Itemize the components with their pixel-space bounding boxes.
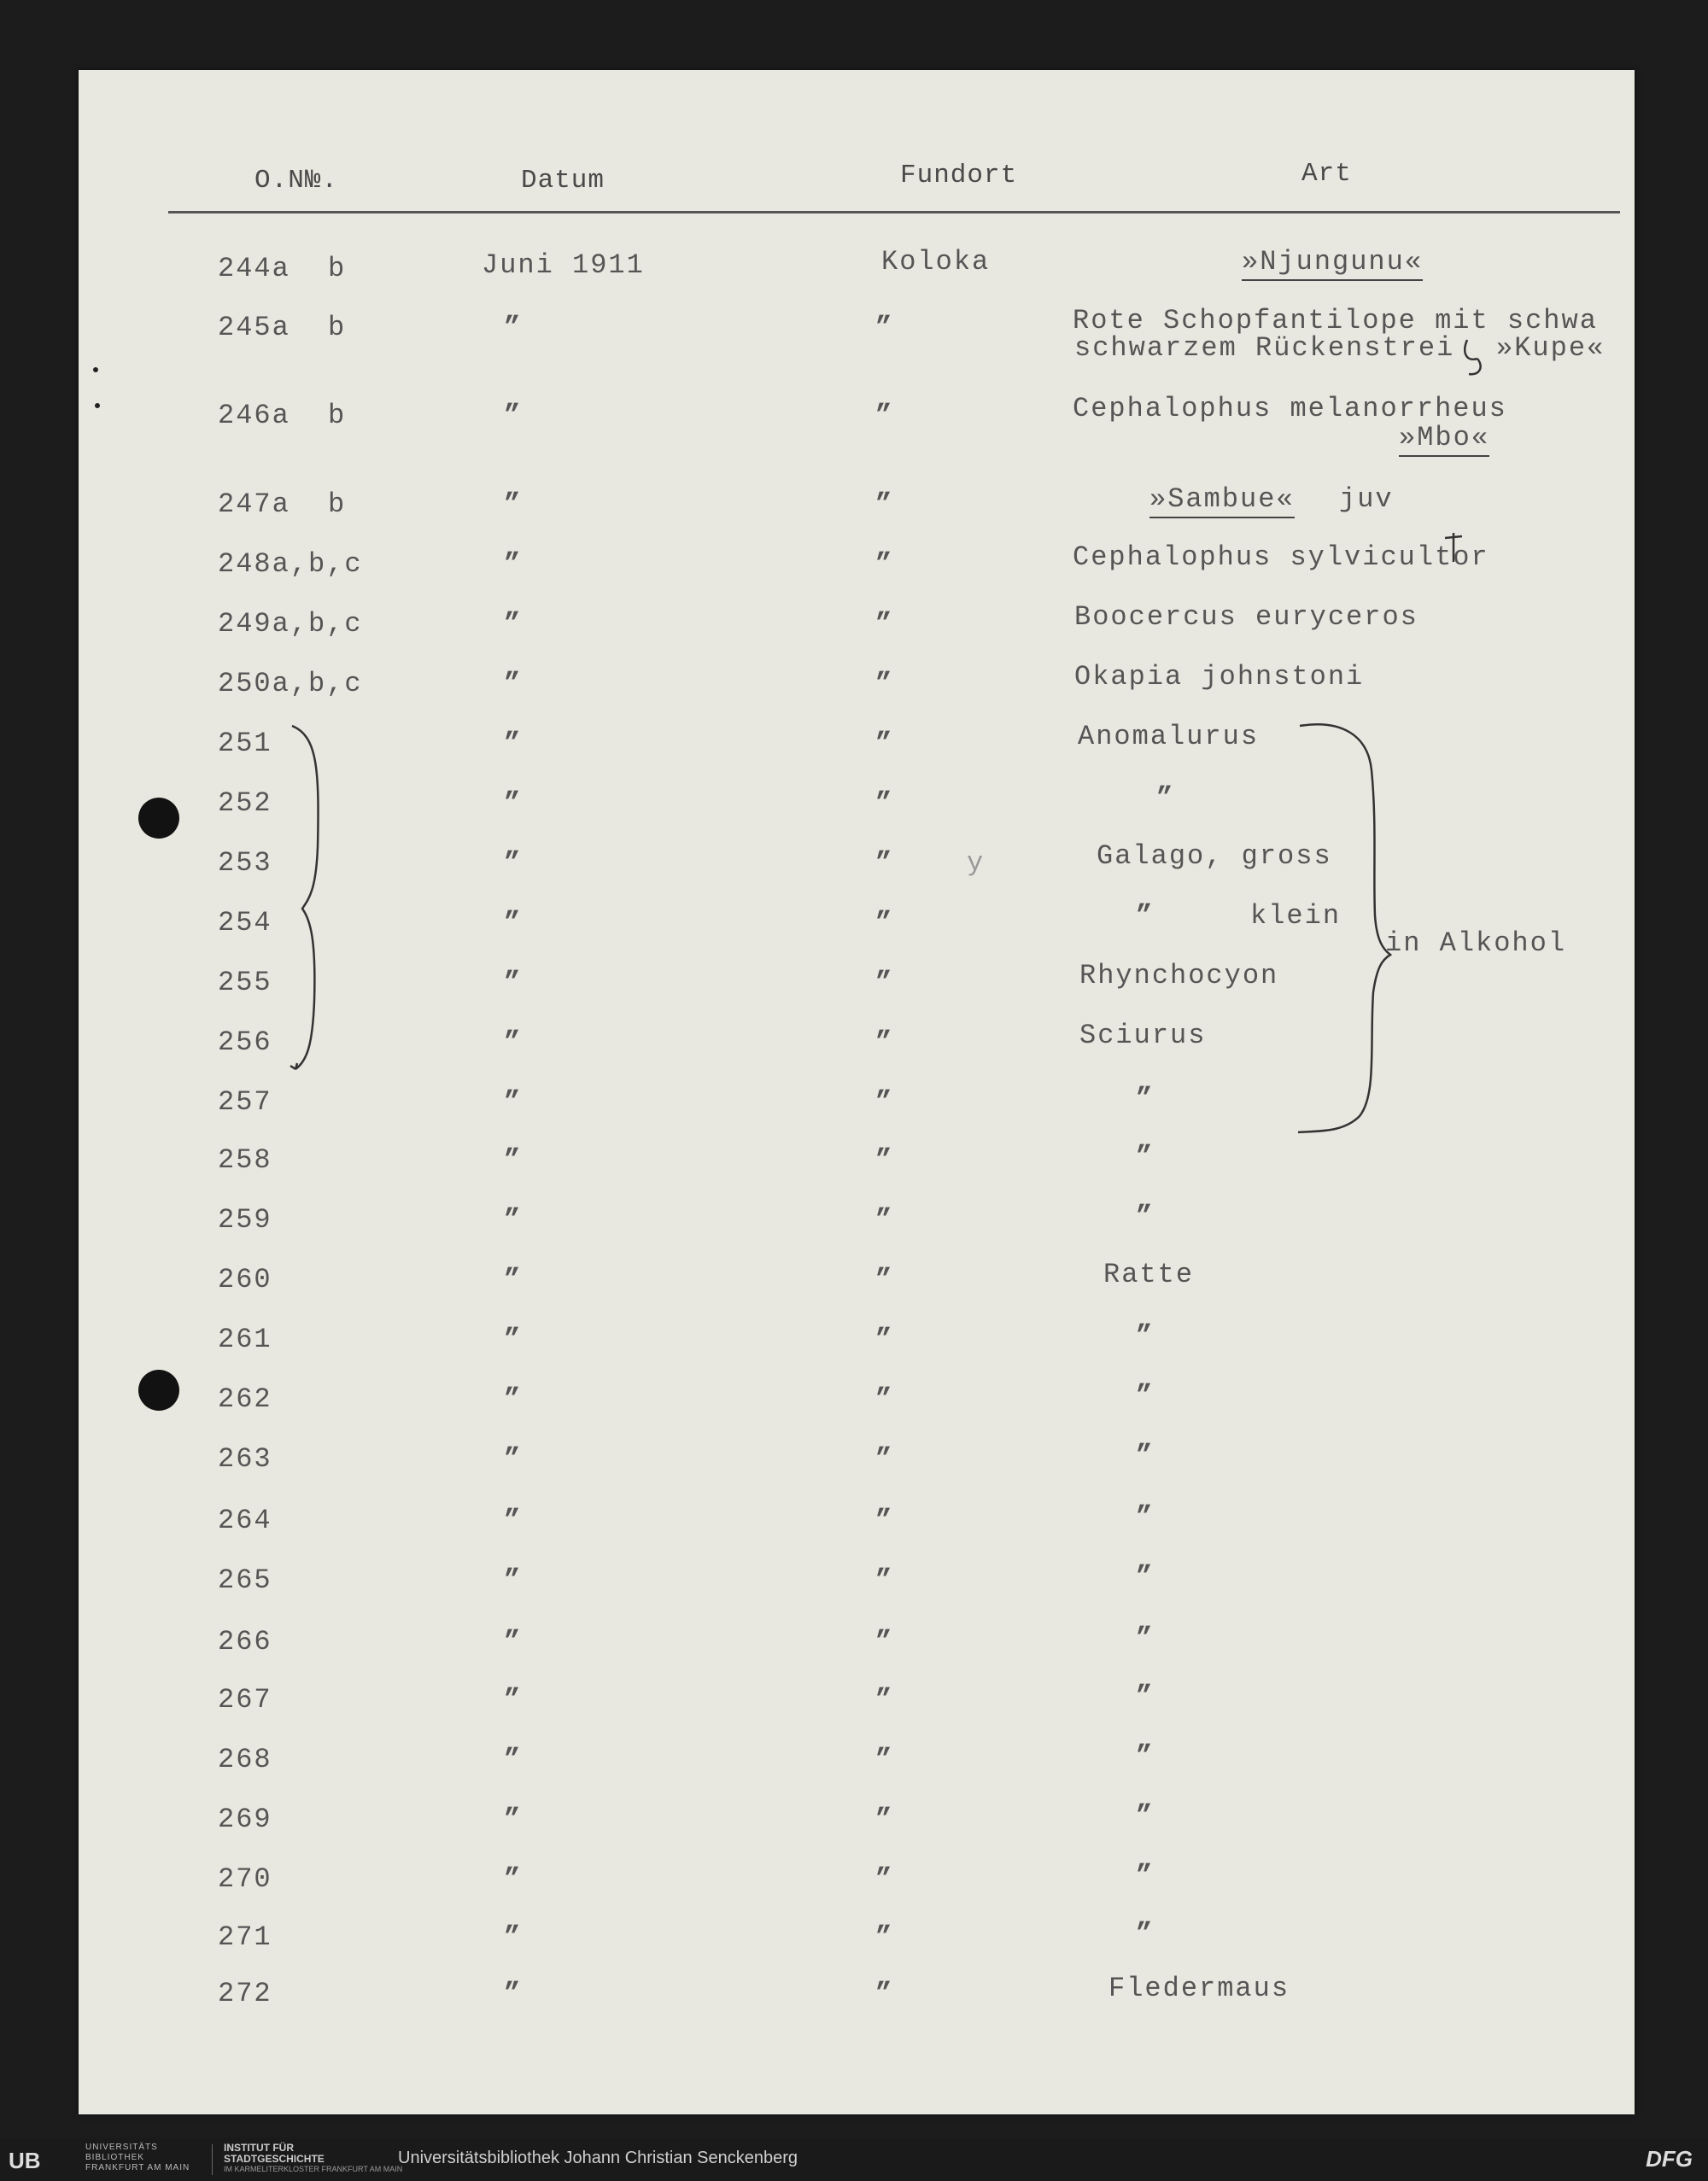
dfg-logo: DFG: [1646, 2146, 1693, 2172]
row-location: ”: [875, 1684, 894, 1716]
row-location: ”: [875, 1144, 894, 1176]
column-header-species: Art: [1301, 159, 1352, 189]
row-location: Koloka: [881, 246, 991, 278]
row-number: 256: [218, 1026, 272, 1058]
row-date: ”: [504, 1086, 523, 1118]
row-species: ”: [1156, 782, 1175, 814]
row-location: ”: [875, 847, 894, 879]
row-date: ”: [504, 608, 523, 640]
row-location: ”: [875, 967, 894, 998]
row-location: ”: [875, 1443, 894, 1475]
pencil-mark: y: [967, 847, 986, 879]
row-date: ”: [504, 1978, 523, 2009]
archive-footer: [0, 2137, 1708, 2181]
row-location: ”: [875, 907, 894, 938]
row-number: 248a,b,c: [218, 548, 363, 580]
row-location: ”: [875, 1383, 894, 1415]
row-species: ”: [1136, 1320, 1155, 1352]
institute-logo-text: [224, 2143, 325, 2165]
row-number: 258: [218, 1144, 272, 1176]
row-location: ”: [875, 787, 894, 819]
punch-hole: [138, 1370, 179, 1411]
row-date: ”: [504, 312, 523, 343]
row-location: ”: [875, 1978, 894, 2009]
row-location: ”: [875, 1804, 894, 1835]
row-date: ”: [504, 907, 523, 938]
row-species: ”: [1136, 1141, 1155, 1172]
row-species: Okapia johnstoni: [1074, 661, 1365, 693]
ub-line: UNIVERSITÄTS: [85, 2143, 158, 2152]
handwritten-correction: [1442, 531, 1467, 565]
row-location: ”: [875, 1264, 894, 1295]
row-number: 254: [218, 907, 272, 938]
row-species: Boocercus euryceros: [1074, 601, 1418, 633]
row-date: ”: [504, 1744, 523, 1775]
row-date: ”: [504, 1144, 523, 1176]
row-date: ”: [504, 1863, 523, 1895]
row-species: Galago, gross: [1097, 840, 1332, 872]
library-name: Universitätsbibliothek Johann Christian Senckenberg: [398, 2149, 798, 2167]
handwritten-correction: [1460, 336, 1494, 379]
row-location: ”: [875, 1505, 894, 1536]
row-number: 260: [218, 1264, 272, 1295]
row-date: ”: [504, 1684, 523, 1716]
row-date: ”: [504, 787, 523, 819]
handwritten-bracket-right: [1291, 719, 1394, 1137]
row-number: 252: [218, 787, 272, 819]
row-number: 271: [218, 1921, 272, 1953]
row-number: 261: [218, 1324, 272, 1355]
ink-dot: [95, 403, 100, 408]
row-number: 264: [218, 1505, 272, 1536]
row-location: ”: [875, 608, 894, 640]
handwritten-bracket-left: [284, 719, 335, 1078]
row-number: 255: [218, 967, 272, 998]
row-location: ”: [875, 668, 894, 699]
row-date: ”: [504, 967, 523, 998]
row-location: ”: [875, 1626, 894, 1658]
row-species: ”: [1136, 1561, 1155, 1593]
ub-line: FRANKFURT AM MAIN: [85, 2163, 190, 2172]
row-species: Rote Schopfantilope mit schwa: [1073, 305, 1598, 336]
row-date: ”: [504, 1324, 523, 1355]
row-species: ”: [1136, 1800, 1155, 1832]
row-location: ”: [875, 1564, 894, 1596]
row-sub-letter: b: [328, 400, 347, 431]
row-date: ”: [504, 847, 523, 879]
row-date: ”: [504, 1204, 523, 1236]
row-location: ”: [875, 312, 894, 343]
ub-logo: UB: [9, 2148, 41, 2173]
row-species-continued: schwarzem Rückenstrei: [1074, 332, 1455, 364]
row-species: ”: [1136, 1440, 1155, 1471]
row-species: Cephalophus melanorrheus: [1073, 393, 1507, 424]
row-number: 244a: [218, 253, 290, 284]
row-date: ”: [504, 1505, 523, 1536]
row-location: ”: [875, 1744, 894, 1775]
row-location: ”: [875, 400, 894, 431]
row-species: Ratte: [1103, 1259, 1195, 1290]
row-species: ”: [1136, 1681, 1155, 1712]
ink-dot: [93, 367, 98, 372]
row-location: ”: [875, 728, 894, 759]
row-species-local-name: »Kupe«: [1496, 332, 1606, 364]
row-number: 246a: [218, 400, 290, 431]
row-date: ”: [504, 668, 523, 699]
row-location: ”: [875, 1204, 894, 1236]
row-date: ”: [504, 728, 523, 759]
row-number: 245a: [218, 312, 290, 343]
row-species: Rhynchocyon: [1079, 960, 1279, 991]
row-date: ”: [504, 1626, 523, 1658]
row-location: ”: [875, 548, 894, 580]
institute-subline: IM KARMELITERKLOSTER FRANKFURT AM MAIN: [224, 2165, 403, 2173]
row-date: ”: [504, 400, 523, 431]
ub-line: BIBLIOTHEK: [85, 2153, 144, 2162]
row-date: ”: [504, 1383, 523, 1415]
row-number: 267: [218, 1684, 272, 1716]
row-species: Sciurus: [1079, 1020, 1207, 1051]
row-species-note: klein: [1250, 900, 1342, 932]
row-species: ”: [1136, 1860, 1155, 1892]
row-number: 265: [218, 1564, 272, 1596]
row-species: »Njungunu«: [1242, 246, 1423, 281]
inst-line: STADTGESCHICHTE: [224, 2153, 325, 2165]
row-species: ”: [1136, 1501, 1155, 1533]
row-location: ”: [875, 1324, 894, 1355]
row-number: 250a,b,c: [218, 668, 363, 699]
row-species: ”: [1136, 1201, 1155, 1232]
row-species: Anomalurus: [1078, 721, 1260, 752]
row-sub-letter: b: [328, 253, 347, 284]
inst-line: INSTITUT FÜR: [224, 2142, 294, 2154]
row-location: ”: [875, 1863, 894, 1895]
row-species-local-name: »Mbo«: [1399, 422, 1489, 457]
row-number: 272: [218, 1978, 272, 2009]
row-species: Cephalophus sylvicultor: [1073, 541, 1489, 573]
column-header-number: O.N№.: [254, 166, 339, 196]
row-date: ”: [504, 1804, 523, 1835]
row-species: Fledermaus: [1108, 1973, 1290, 2004]
row-species: ”: [1136, 1740, 1155, 1772]
footer-divider: [212, 2144, 213, 2175]
row-number: 257: [218, 1086, 272, 1118]
row-sub-letter: b: [328, 488, 347, 520]
annotation-in-alkohol: in Alkohol: [1385, 927, 1567, 959]
row-location: ”: [875, 488, 894, 520]
row-number: 262: [218, 1383, 272, 1415]
row-date: ”: [504, 1026, 523, 1058]
row-number: 253: [218, 847, 272, 879]
document-page: [79, 70, 1635, 2114]
row-number: 249a,b,c: [218, 608, 363, 640]
row-date: ”: [504, 1564, 523, 1596]
row-species: ”: [1136, 1918, 1155, 1950]
row-number: 263: [218, 1443, 272, 1475]
row-date: ”: [504, 1264, 523, 1295]
row-date: ”: [504, 488, 523, 520]
row-date: ”: [504, 1443, 523, 1475]
row-number: 266: [218, 1626, 272, 1658]
header-rule: [168, 211, 1620, 213]
row-species: ”: [1136, 1083, 1155, 1114]
row-date: ”: [504, 548, 523, 580]
row-date: Juni 1911: [482, 249, 645, 281]
column-header-location: Fundort: [900, 161, 1018, 190]
ub-logo-text: [85, 2143, 190, 2173]
row-species: ”: [1136, 1380, 1155, 1412]
row-number: 259: [218, 1204, 272, 1236]
row-species-note: juv: [1339, 483, 1394, 515]
row-species: ”: [1136, 900, 1155, 932]
row-location: ”: [875, 1086, 894, 1118]
row-species: »Sambue«: [1149, 483, 1295, 518]
row-species: ”: [1136, 1623, 1155, 1654]
row-number: 268: [218, 1744, 272, 1775]
row-location: ”: [875, 1921, 894, 1953]
row-sub-letter: b: [328, 312, 347, 343]
column-header-date: Datum: [521, 166, 605, 196]
punch-hole: [138, 798, 179, 839]
row-number: 270: [218, 1863, 272, 1895]
row-number: 269: [218, 1804, 272, 1835]
row-number: 247a: [218, 488, 290, 520]
row-date: ”: [504, 1921, 523, 1953]
row-number: 251: [218, 728, 272, 759]
row-location: ”: [875, 1026, 894, 1058]
